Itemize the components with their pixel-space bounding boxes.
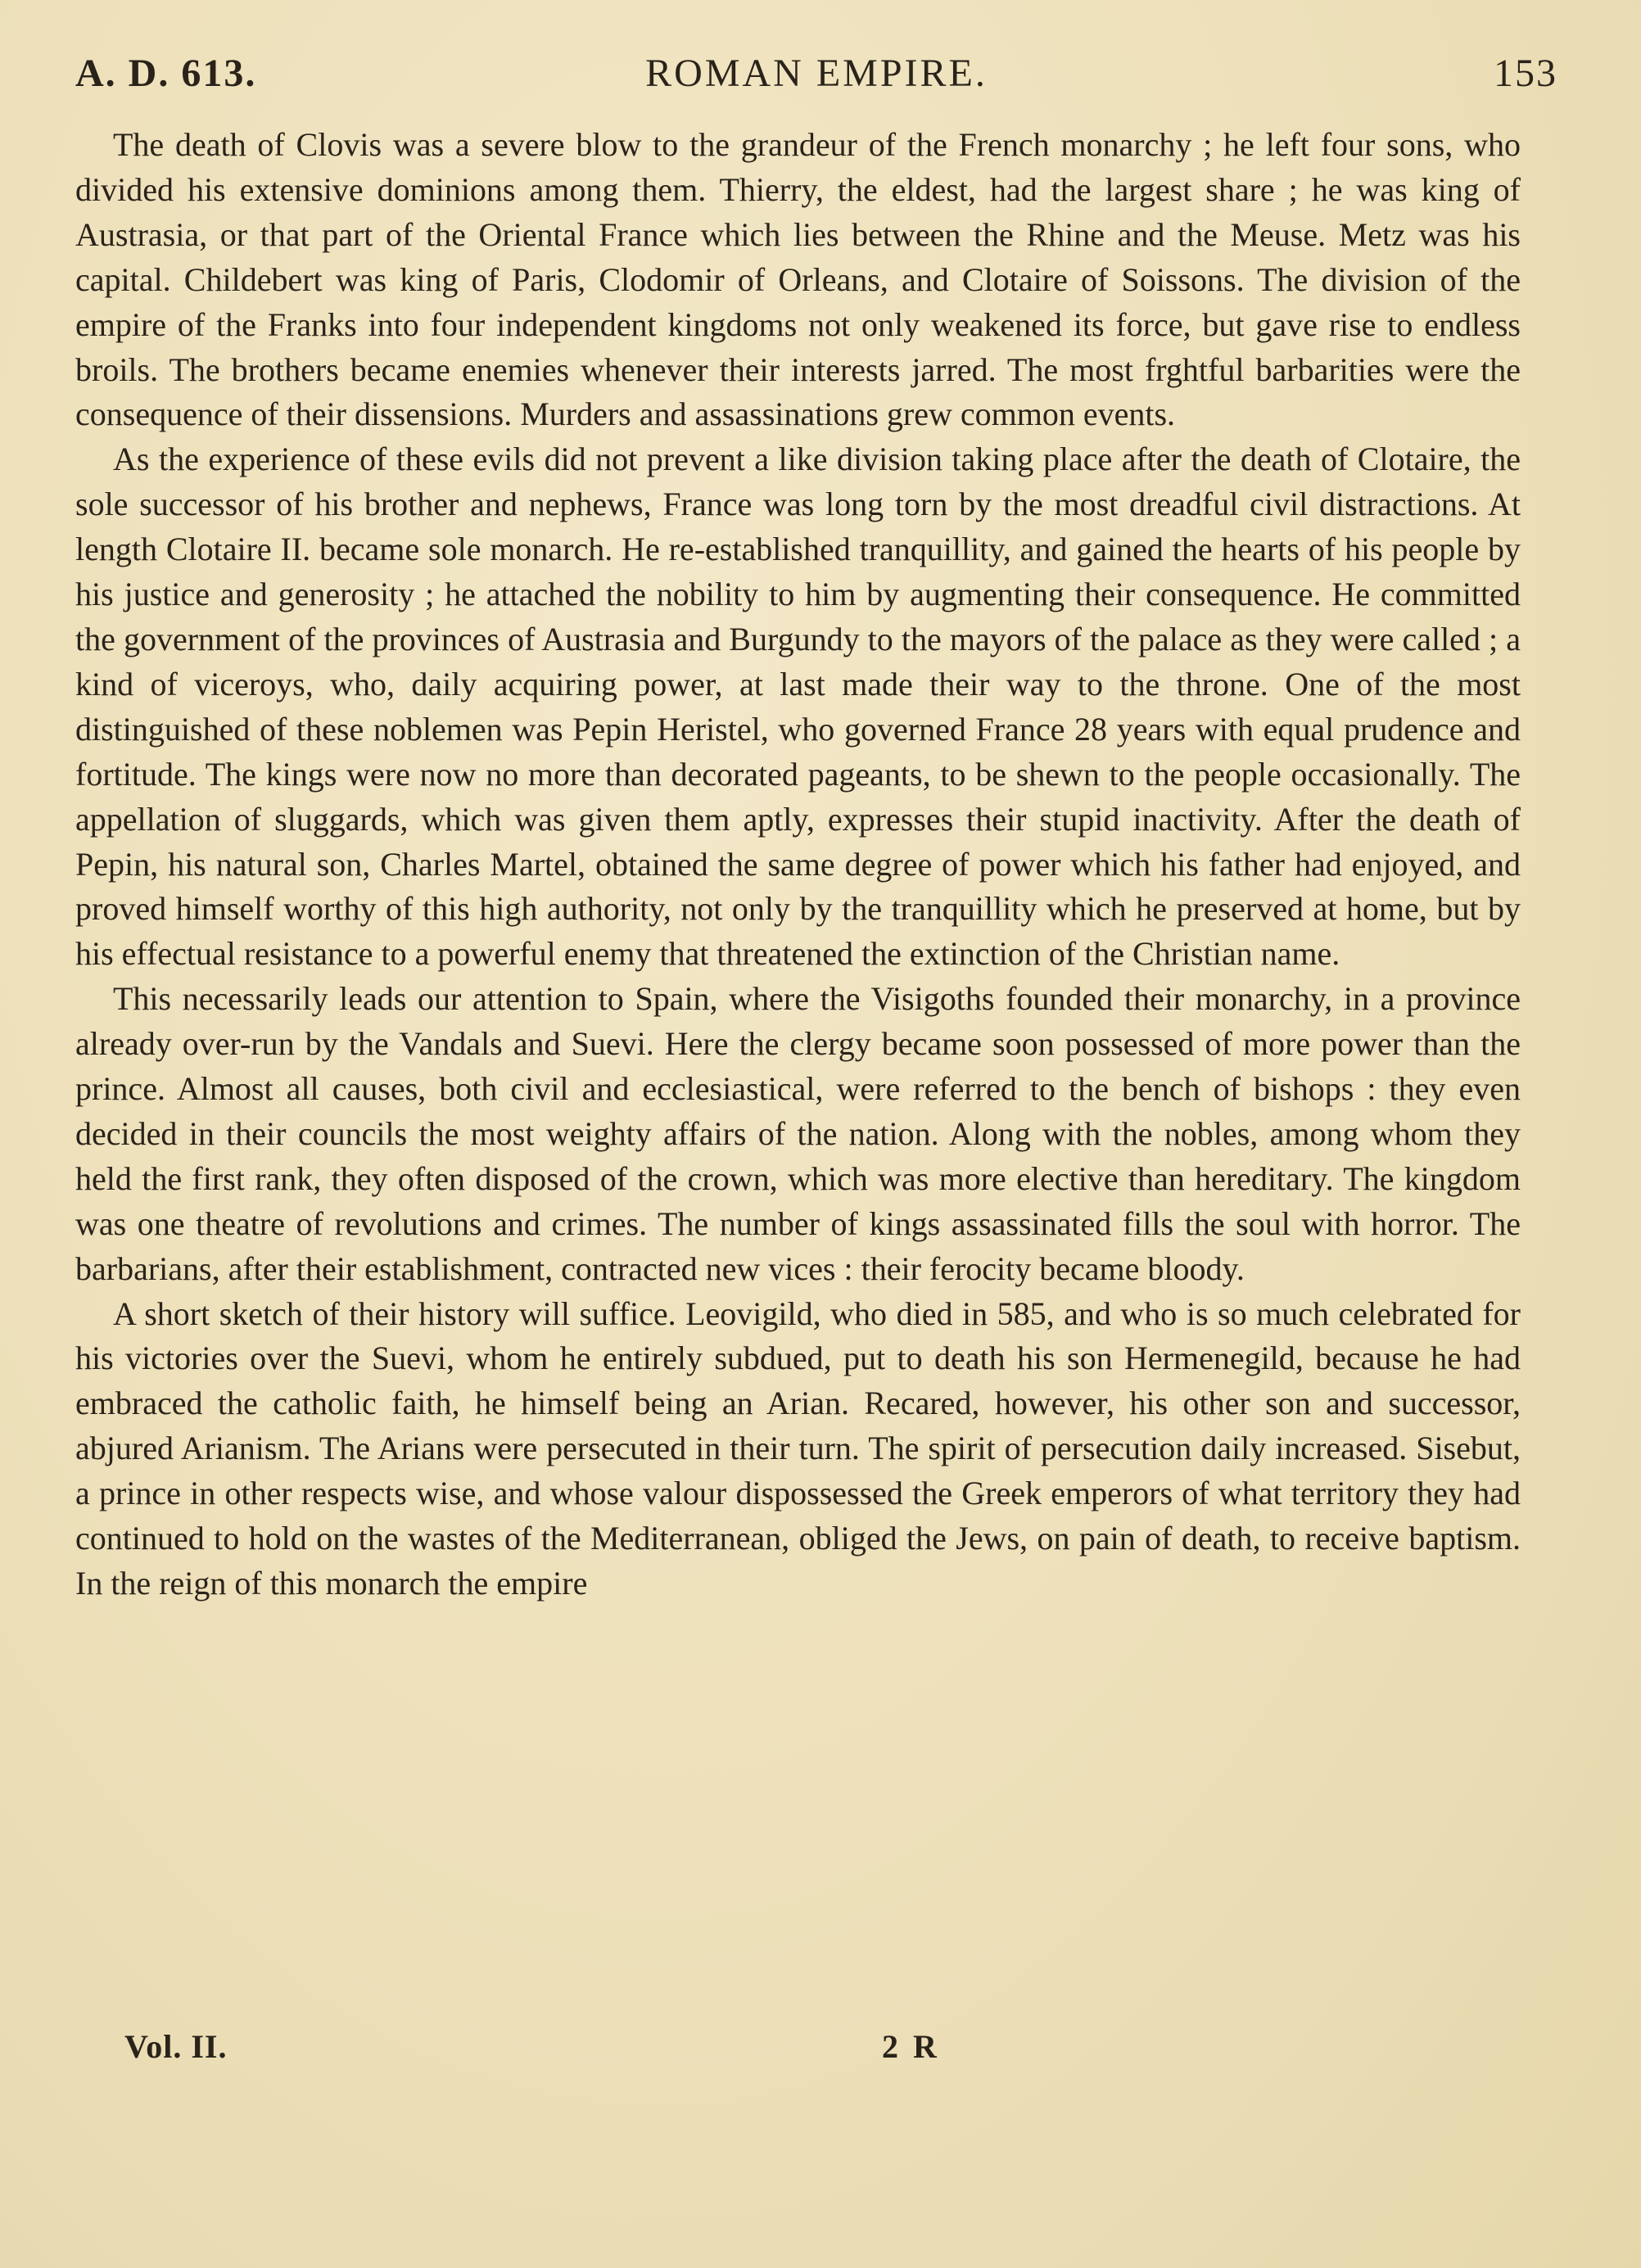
paragraph-visigoths-spain: This necessarily leads our attention to Spain, where the Visigoths founded their monarchy, in a province already over-run by the Vandals and Suevi. Here the clergy became soon possessed of more power than the prince. Almost all causes, both civil and ecclesiastical, were referred to the bench of bishops : they even decided in their councils the most weighty affairs of the nation. Along with the nobles, among whom they held the first rank, they often disposed of the crown, which was more elective than hereditary. The kingdom was one theatre of revolutions and crimes. The number of kings assassinated fills the soul with horror. The barbarians, after their establishment, contracted new vices : their ferocity became bloody. bbox=[75, 980, 1521, 1287]
paragraph-leovigild: A short sketch of their history will suffice. Leovigild, who died in 585, and who is so much celebrated for his victories over the Suevi, whom he entirely subdued, put to death his son Hermenegild, because he had embraced the catholic faith, he himself being an Arian. Recared, however, his other son and successor, abjured Arianism. The Arians were persecuted in their turn. The spirit of persecution daily increased. Sisebut, a prince in other respects wise, and whose valour dispossessed the Greek emperors of what territory they had continued to hold on the wastes of the Mediterranean, obliged the Jews, on pain of death, to receive baptism. In the reign of this monarch the empire bbox=[75, 1294, 1521, 1602]
page-number: 153 bbox=[1494, 52, 1557, 95]
volume-label: Vol. II. bbox=[124, 2028, 228, 2065]
body-text bbox=[75, 123, 1521, 1606]
running-head bbox=[75, 51, 1557, 103]
paragraph-clotaire-ii: As the experience of these evils did not prevent a like division taking place after the death of Clotaire, the sole successor of his brother and nephews, France was long torn by the most dreadful civil distractions. At length Clotaire II. became sole monarch. He re-established tranquillity, and gained the hearts of his people by his justice and generosity ; he attached the nobility to him by augmenting their consequence. He committed the government of the provinces of Austrasia and Burgundy to the mayors of the palace as they were called ; a kind of viceroys, who, daily acquiring power, at last made their way to the throne. One of the most distinguished of these noblemen was Pepin Heristel, who governed France 28 years with equal prudence and fortitude. The kings were now no more than decorated pageants, to be shewn to the people occasionally. The appellation of sluggards, which was given them aptly, expresses their stupid inactivity. After the death of Pepin, his natural son, Charles Martel, obtained the same degree of power which his father had enjoyed, and proved himself worthy of this high authority, not only by the tranquillity which he preserved at home, but by his effectual resistance to a powerful enemy that threatened the extinction of the Christian name. bbox=[75, 440, 1521, 973]
page-footer bbox=[75, 2027, 1557, 2076]
signature-mark: 2 R bbox=[882, 2028, 940, 2065]
running-head-title: ROMAN EMPIRE. bbox=[645, 52, 988, 95]
paragraph-clovis-sons: The death of Clovis was a severe blow to the grandeur of the French monarchy ; he left four sons, who divided his extensive dominions among them. Thierry, the eldest, had the largest share ; he was king of Austrasia, or that part of the Oriental France which lies between the Rhine and the Meuse. Metz was his capital. Childebert was king of Paris, Clodomir of Orleans, and Clotaire of Soissons. The division of the empire of the Franks into four independent kingdoms not only weakened its force, but gave rise to endless broils. The brothers became enemies whenever their interests jarred. The most frghtful barbarities were the consequence of their dissensions. Murders and assassinations grew common events. bbox=[75, 126, 1521, 433]
running-head-date: A. D. 613. bbox=[75, 52, 257, 95]
